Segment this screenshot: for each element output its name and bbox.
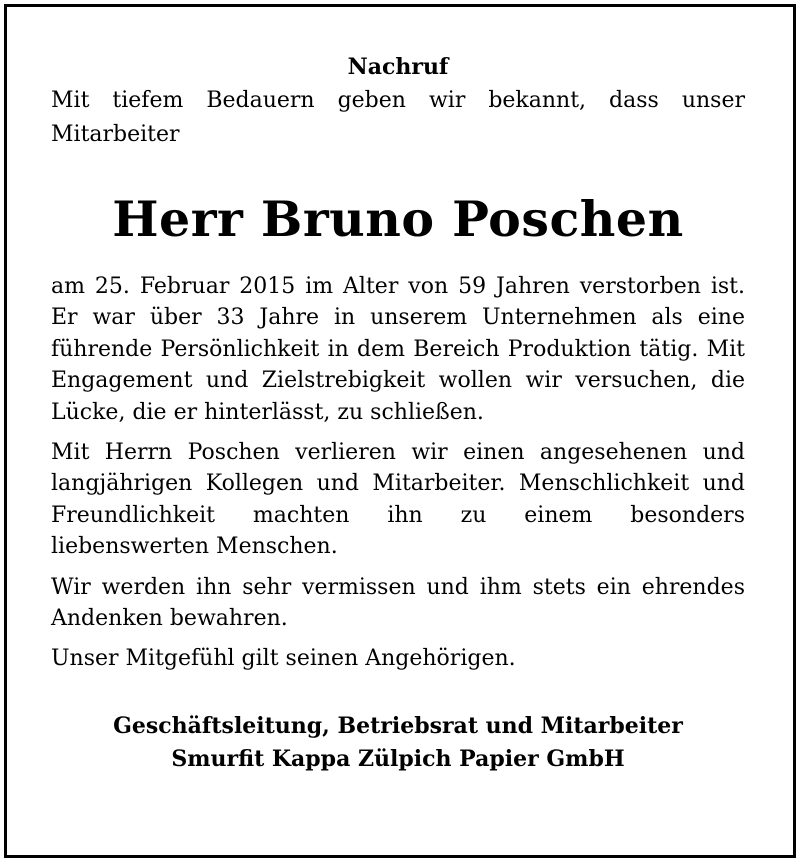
obituary-paragraph-1: am 25. Februar 2015 im Alter von 59 Jahren verstorben ist. Er war über 33 Jahre in unserem Unternehmen als eine führende Persönlichkeit in dem Bereich Produktion tätig. Mit Engagement und Zielstrebigkeit wollen wir versuchen, die Lücke, die er hinterlässt, zu schließen. (51, 274, 745, 425)
notice-heading: Nachruf (347, 54, 449, 80)
obituary-paragraph-2: Mit Herrn Poschen verlieren wir einen angesehenen und langjährigen Kollegen und Mitarbeiter. Menschlichkeit und Freundlichkeit machten ihn zu einem besonders liebenswerten Menschen. (51, 440, 745, 560)
signature-block (51, 710, 745, 776)
intro-text: Mit tiefem Bedauern geben wir bekannt, dass unser Mitarbeiter (51, 88, 745, 147)
deceased-name: Herr Bruno Poschen (112, 190, 684, 248)
signature-line-2: Smurfit Kappa Zülpich Papier GmbH (171, 745, 625, 772)
obituary-notice (51, 0, 745, 776)
obituary-paragraph-4: Unser Mitgefühl gilt seinen Angehörigen. (51, 646, 516, 672)
signature-line-1: Geschäftsleitung, Betriebsrat und Mitarbeiter (113, 712, 683, 739)
obituary-paragraph-3: Wir werden ihn sehr vermissen und ihm stets ein ehrendes Andenken bewahren. (51, 574, 745, 632)
